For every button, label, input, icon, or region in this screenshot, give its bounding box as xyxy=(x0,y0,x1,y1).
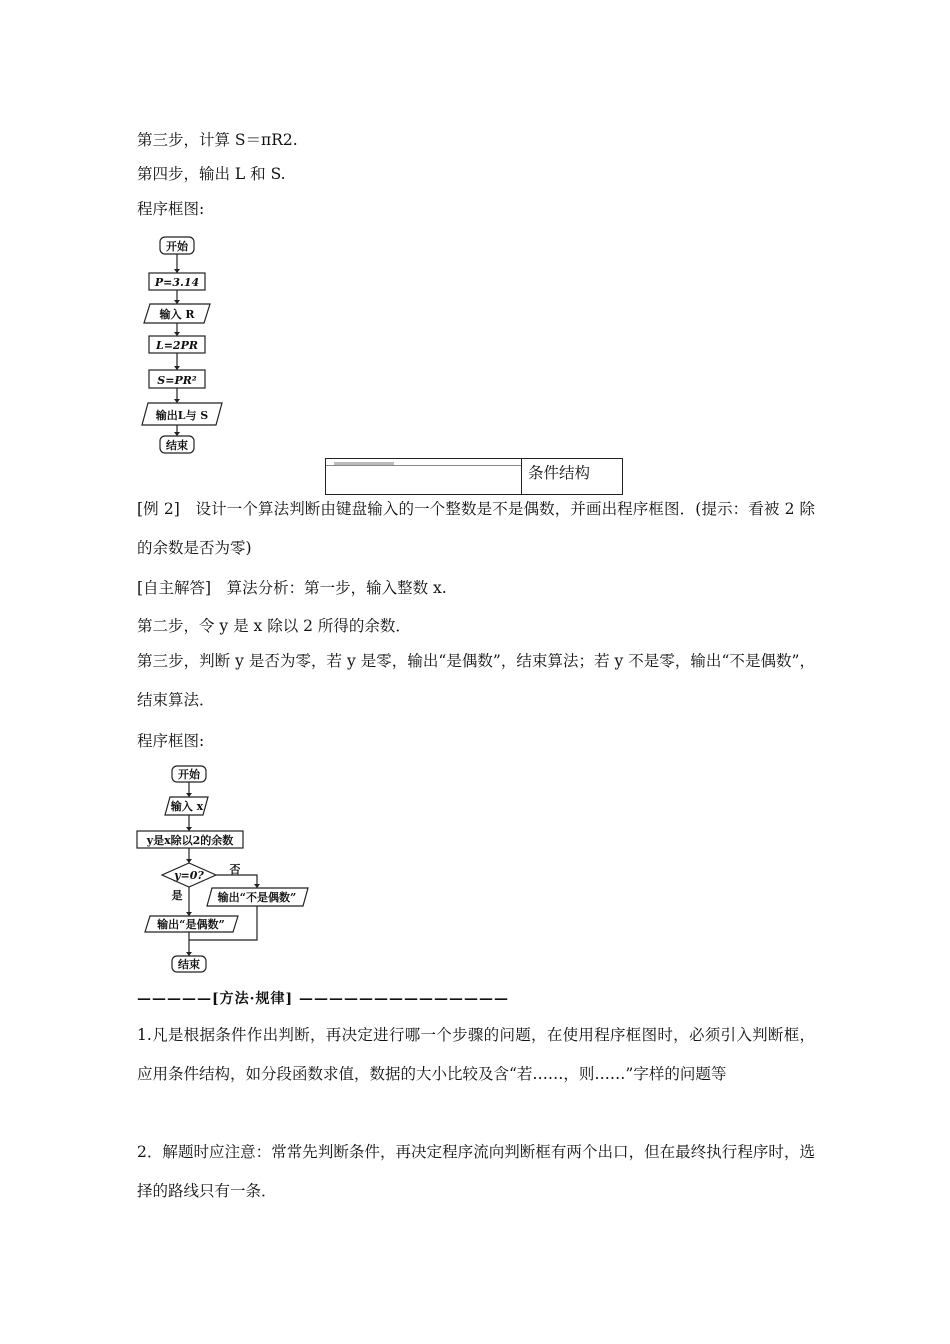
flow2-decision-text: y=0? xyxy=(174,869,204,882)
example-2-text: [例 2] 设计一个算法判断由键盘输入的一个整数是不是偶数，并画出程序框图．(提示：看被 2 除的余数是否为零) xyxy=(137,500,815,557)
flow2-out-yes-text: 输出“是偶数” xyxy=(157,918,225,931)
flow2-yes-label: 是 xyxy=(171,889,183,902)
flow1-output-text: 输出L与 S xyxy=(155,409,209,422)
table-left-cell xyxy=(326,459,522,494)
ex-step-2-text: 第二步，令 y 是 x 除以 2 所得的余数． xyxy=(137,617,411,635)
flow2-no-label: 否 xyxy=(229,863,241,876)
flowchart-label-1: 程序框图: xyxy=(137,200,205,218)
flowchart-circle-area xyxy=(140,232,240,458)
flow2-out-no-text: 输出“不是偶数” xyxy=(217,891,297,904)
flow2-process-text: y是x除以2的余数 xyxy=(146,834,234,847)
flow1-assign-text: P=3.14 xyxy=(154,276,200,289)
flow1-end-text: 结束 xyxy=(166,439,188,452)
method-rule-separator xyxy=(137,988,509,1008)
rule-2-text: 2．解题时应注意：常常先判断条件，再决定程序流向判断框有两个出口，但在最终执行程序时，选择的路线只有一条． xyxy=(137,1143,815,1200)
flow2-end-text: 结束 xyxy=(178,958,200,971)
flow1-calc-s-text: S=PR² xyxy=(157,374,197,387)
ex-step-3-text: 第三步，判断 y 是否为零，若 y 是零，输出“是偶数”，结束算法；若 y 不是零，输出“不是偶数”，结束算法． xyxy=(137,652,815,709)
flow2-start-text: 开始 xyxy=(178,768,200,781)
step-3-text: 第三步，计算 S＝πR2. xyxy=(137,131,298,149)
table-title: 条件结构 xyxy=(528,464,591,482)
flow2-input-text: 输入 x xyxy=(170,800,204,813)
flow1-input-text: 输入 R xyxy=(159,308,195,321)
flow1-calc-l-text: L=2PR xyxy=(155,339,199,352)
separator-right-dashes: —————————————— xyxy=(299,991,509,1007)
rule-1-text: 1.凡是根据条件作出判断，再决定进行哪一个步骤的问题，在使用程序框图时，必须引入判断框，应用条件结构，如分段函数求值，数据的大小比较及含“若……，则……”字样的问题等 xyxy=(137,1026,815,1083)
flow1-start-text: 开始 xyxy=(166,240,188,253)
flowchart-label-2: 程序框图: xyxy=(137,732,205,750)
answer-text: [自主解答] 算法分析：第一步，输入整数 x. xyxy=(137,579,447,597)
separator-label: [方法·规律] xyxy=(212,991,294,1007)
step-4-text: 第四步，输出 L 和 S. xyxy=(137,165,286,183)
separator-left-dashes: ————— xyxy=(137,991,212,1007)
flowchart-2 xyxy=(134,762,314,976)
cell-divider xyxy=(326,465,521,466)
